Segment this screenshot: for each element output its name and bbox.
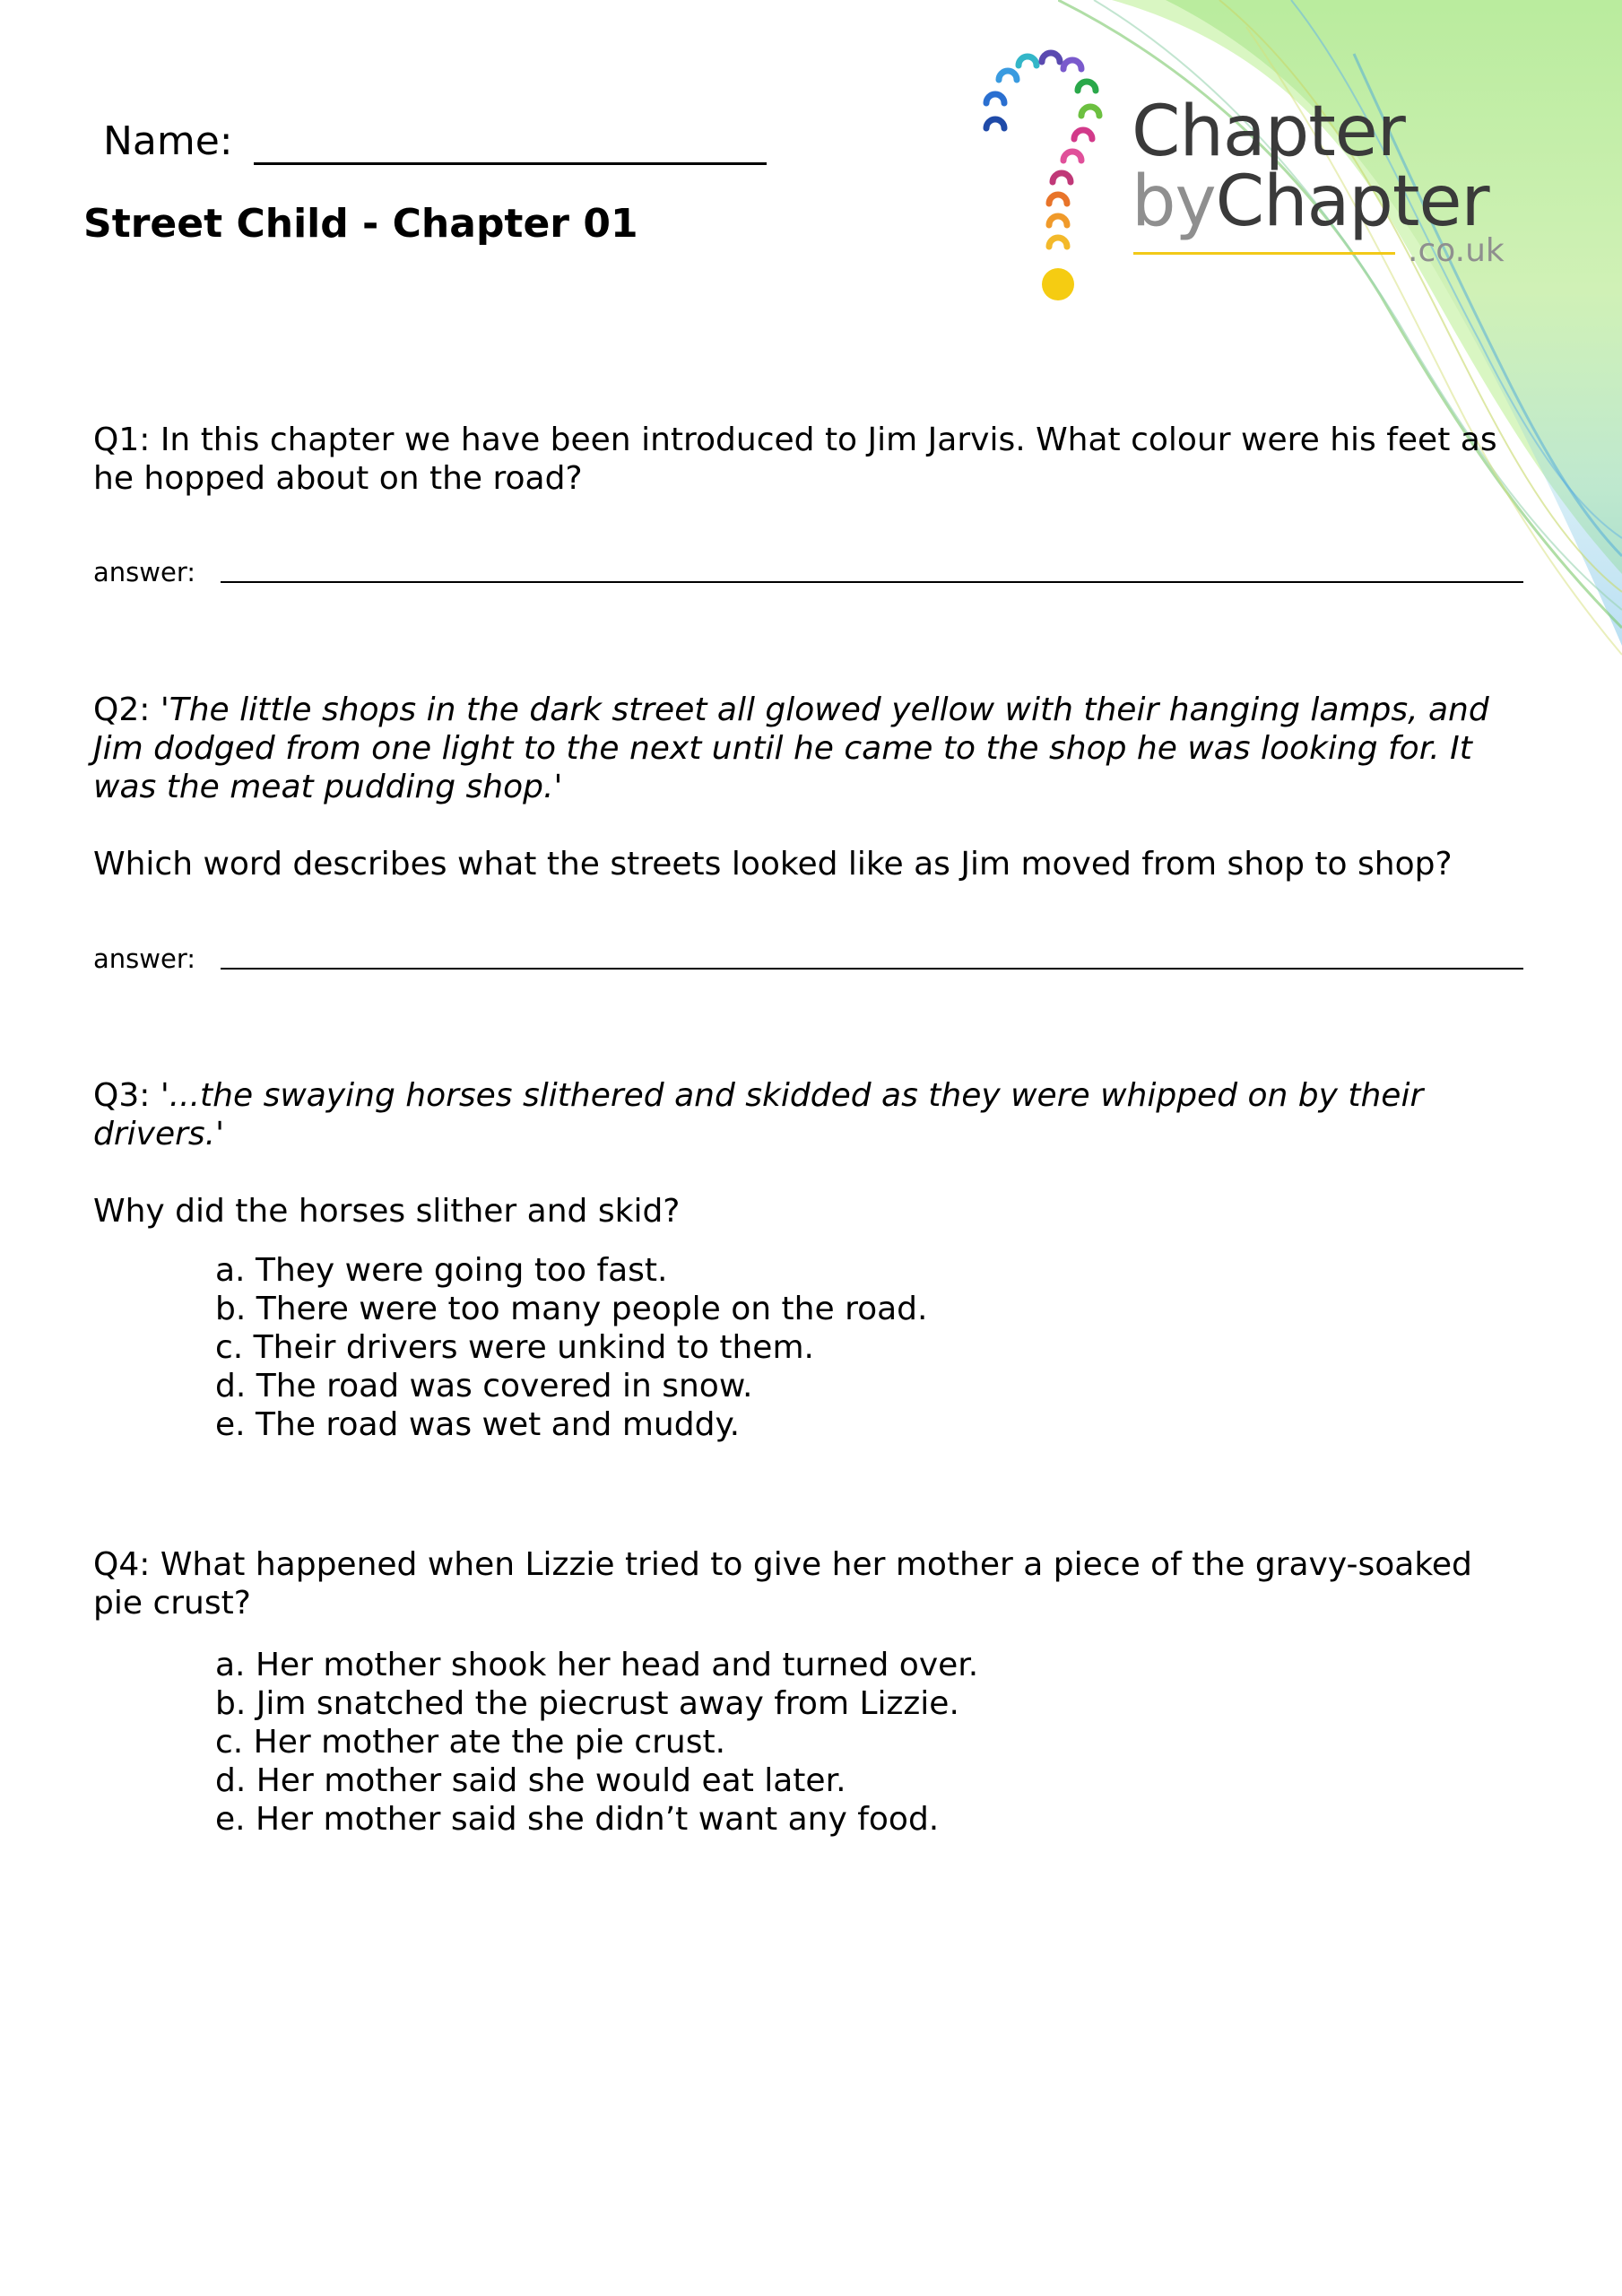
question-2-quote: 'The little shops in the dark street all glowed yellow with their hanging lamps, and Jim dodged from one light to the next until he came to the shop he was looking for. It was the meat pudding shop.': [93, 691, 1489, 805]
logo-wordmark-bottom: [1132, 161, 1489, 242]
logo-underline: [1133, 252, 1395, 255]
question-1-answer-row: [93, 554, 1523, 594]
logo-dot: [1042, 268, 1074, 300]
logo-icon: [959, 49, 1121, 309]
question-3-options: [215, 1251, 927, 1444]
page-title: Street Child - Chapter 01: [83, 201, 638, 247]
logo-domain: .co.uk: [1408, 232, 1505, 269]
option-d[interactable]: d. The road was covered in snow.: [215, 1368, 753, 1405]
option-e[interactable]: e. Her mother said she didn’t want any food.: [215, 1801, 940, 1838]
question-3-quote: '...the swaying horses slithered and skidded as they were whipped on by their drivers.': [93, 1077, 1424, 1152]
answer-line[interactable]: [221, 968, 1523, 970]
question-2-number: Q2:: [93, 691, 151, 728]
answer-line[interactable]: [221, 581, 1523, 583]
question-2-quote-block: [93, 691, 1528, 806]
question-3-question: Why did the horses slither and skid?: [93, 1193, 681, 1230]
question-4-options: [215, 1646, 978, 1839]
logo-wordmark-top: Chapter: [1132, 91, 1405, 172]
question-2-question: Which word describes what the streets looked like as Jim moved from shop to shop?: [93, 846, 1453, 883]
option-b[interactable]: b. Jim snatched the piecrust away from Lizzie.: [215, 1685, 959, 1722]
option-d[interactable]: d. Her mother said she would eat later.: [215, 1762, 846, 1799]
name-field-line[interactable]: [254, 162, 767, 165]
name-label: Name:: [103, 118, 233, 164]
option-c[interactable]: c. Their drivers were unkind to them.: [215, 1329, 814, 1366]
option-b[interactable]: b. There were too many people on the road.: [215, 1291, 928, 1327]
question-3-quote-block: [93, 1076, 1528, 1153]
question-4-prompt: Q4: What happened when Lizzie tried to give her mother a piece of the gravy-soaked pie crust?: [93, 1546, 1472, 1622]
option-e[interactable]: e. The road was wet and muddy.: [215, 1406, 741, 1443]
question-3-number: Q3:: [93, 1077, 151, 1114]
option-a[interactable]: a. Her mother shook her head and turned over.: [215, 1647, 979, 1683]
question-1-prompt: Q1: In this chapter we have been introduced to Jim Jarvis. What colour were his feet as he hopped about on the road?: [93, 422, 1497, 497]
option-a[interactable]: a. They were going too fast.: [215, 1252, 668, 1289]
logo-word-by: by: [1132, 161, 1216, 242]
question-2-answer-row: [93, 941, 1523, 980]
answer-label: answer:: [93, 557, 196, 587]
logo-book-arcs: [986, 53, 1099, 247]
option-c[interactable]: c. Her mother ate the pie crust.: [215, 1724, 726, 1761]
answer-label: answer:: [93, 944, 196, 974]
logo-word-chapter: Chapter: [1215, 161, 1489, 242]
